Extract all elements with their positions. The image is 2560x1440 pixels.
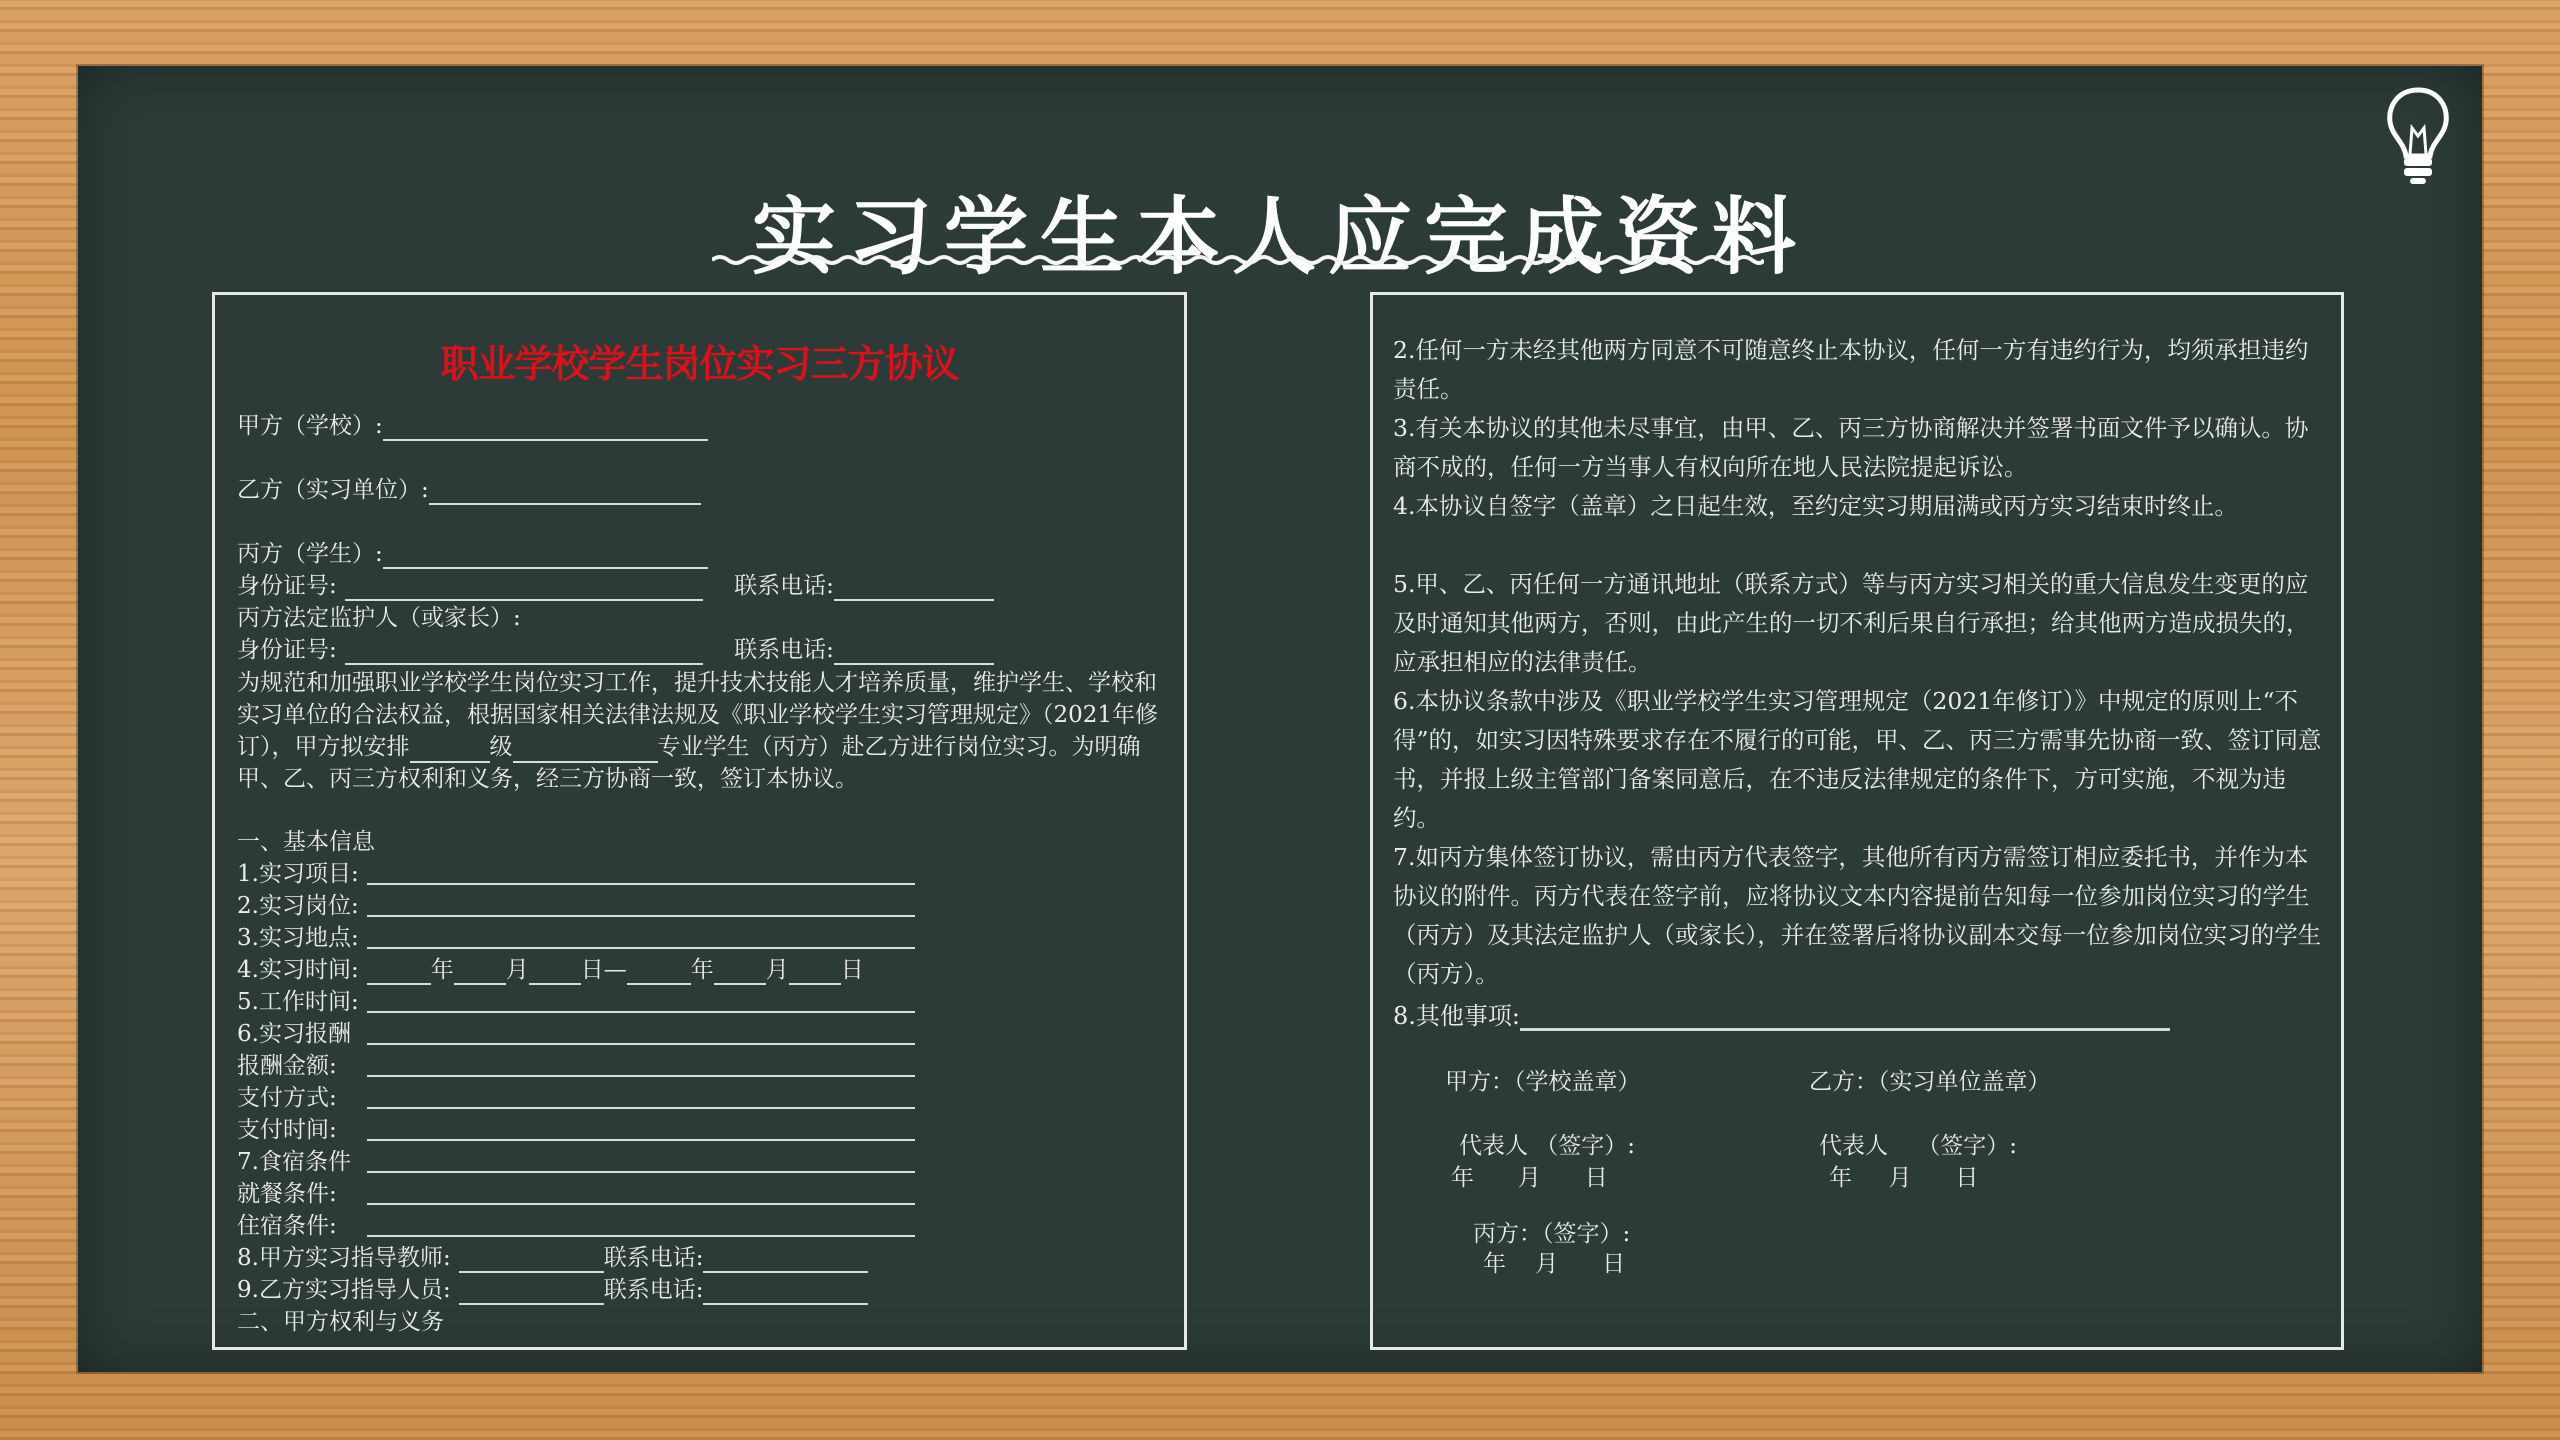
party-b-representative: 代表人 （签字）: <box>1819 1133 2017 1159</box>
lightbulb-icon <box>2382 86 2454 186</box>
clause-5: 5.甲、乙、丙任何一方通讯地址（联系方式）等与丙方实习相关的重大信息发生变更的应及时通知其他两方，否则，由此产生的一切不利后果自行承担；给其他两方造成损失的，应承担相应的法律责任。 <box>1393 570 2310 676</box>
agreement-title: 职业学校学生岗位实习三方协议 <box>440 342 959 386</box>
item-company-tutor: 9.乙方实习指导人员: 联系电话: <box>237 1275 868 1305</box>
id-line: 身份证号: 联系电话: <box>237 571 994 601</box>
party-a-blank <box>383 415 708 441</box>
intro-paragraph: 为规范和加强职业学校学生岗位实习工作，提升技术技能人才培养质量，维护学生、学校和实习单位的合法权益，根据国家相关法律法规及《职业学校学生实习管理规定》（2021年修订），甲方拟安排 级 专业学生（丙方）赴乙方进行岗位实习。为明确甲、乙、丙三方权利和义务，经三方协商一致，签订本协议。 <box>237 670 1159 792</box>
section-party-a-rights: 二、甲方权利与义务 <box>237 1309 444 1335</box>
item-work-hours: 5.工作时间: <box>237 987 359 1017</box>
item-pay-time: 支付时间: <box>237 1115 337 1145</box>
page-title: 实习学生本人应完成资料 <box>751 188 1808 286</box>
item-position: 2.实习岗位: <box>237 891 359 921</box>
item-pay-method: 支付方式: <box>237 1083 337 1113</box>
agreement-page-right <box>1370 292 2344 1350</box>
section-basic-info: 一、基本信息 <box>237 829 375 855</box>
party-c-date: 年 月 日 <box>1483 1251 1626 1277</box>
clause-7: 7.如丙方集体签订协议，需由丙方代表签字，其他所有丙方需签订相应委托书，并作为本协议的附件。丙方代表在签字前，应将协议文本内容提前告知每一位参加岗位实习的学生（丙方）及其法定监护人（或家长），并在签署后将协议副本交每一位参加岗位实习的学生（丙方）。 <box>1393 843 2322 988</box>
clause-3: 3.有关本协议的其他未尽事宜，由甲、乙、丙三方协商解决并签署书面文件予以确认。协商不成的，任何一方当事人有权向所在地人民法院提起诉讼。 <box>1393 414 2309 481</box>
guardian-line: 丙方法定监护人（或家长）: <box>237 605 521 631</box>
item-meals: 就餐条件: <box>237 1179 337 1209</box>
item-pay: 6.实习报酬 <box>237 1019 351 1049</box>
party-c-blank <box>383 543 708 569</box>
party-a-representative: 代表人 （签字）: <box>1459 1133 1636 1159</box>
clause-6: 6.本协议条款中涉及《职业学校学生实习管理规定（2021年修订）》中规定的原则上“不得”的，如实习因特殊要求存在不履行的可能，甲、乙、丙三方需事先协商一致、签订同意书，并报上级主管部门备案同意后，在不违反法律规定的条件下，方可实施，不视为违约。 <box>1393 687 2322 832</box>
party-a-line: 甲方（学校）: <box>237 411 708 441</box>
party-c-line: 丙方（学生）: <box>237 539 708 569</box>
other-matters-blank <box>1520 1004 2170 1031</box>
party-b-blank <box>429 479 701 505</box>
title-underline-decoration <box>712 254 1764 266</box>
item-board-lodging: 7.食宿条件 <box>237 1147 351 1177</box>
party-a-date: 年 月 日 <box>1451 1165 1608 1191</box>
party-c-signature: 丙方：（签字）: <box>1473 1221 1631 1247</box>
party-b-date: 年 月 日 <box>1829 1165 1979 1191</box>
item-school-tutor: 8.甲方实习指导教师: 联系电话: <box>237 1243 868 1273</box>
item-location: 3.实习地点: <box>237 923 359 953</box>
agreement-page-left <box>212 292 1187 1350</box>
party-a-seal: 甲方：（学校盖章） <box>1445 1069 1641 1095</box>
item-time: 4.实习时间: 年 月 日— 年 月 日 <box>237 957 864 983</box>
item-project: 1.实习项目: <box>237 859 359 889</box>
clause-2: 2.任何一方未经其他两方同意不可随意终止本协议，任何一方有违约行为，均须承担违约责任。 <box>1393 336 2309 403</box>
item-pay-amount: 报酬金额: <box>237 1051 337 1081</box>
clause-8-other: 8.其他事项: <box>1393 1001 2170 1031</box>
party-b-seal: 乙方：（实习单位盖章） <box>1809 1069 2051 1095</box>
guardian-id-line: 身份证号: 联系电话: <box>237 635 994 665</box>
item-lodging: 住宿条件: <box>237 1211 337 1241</box>
clause-4: 4.本协议自签字（盖章）之日起生效，至约定实习期届满或丙方实习结束时终止。 <box>1393 492 2238 520</box>
party-b-line: 乙方（实习单位）: <box>237 475 701 505</box>
